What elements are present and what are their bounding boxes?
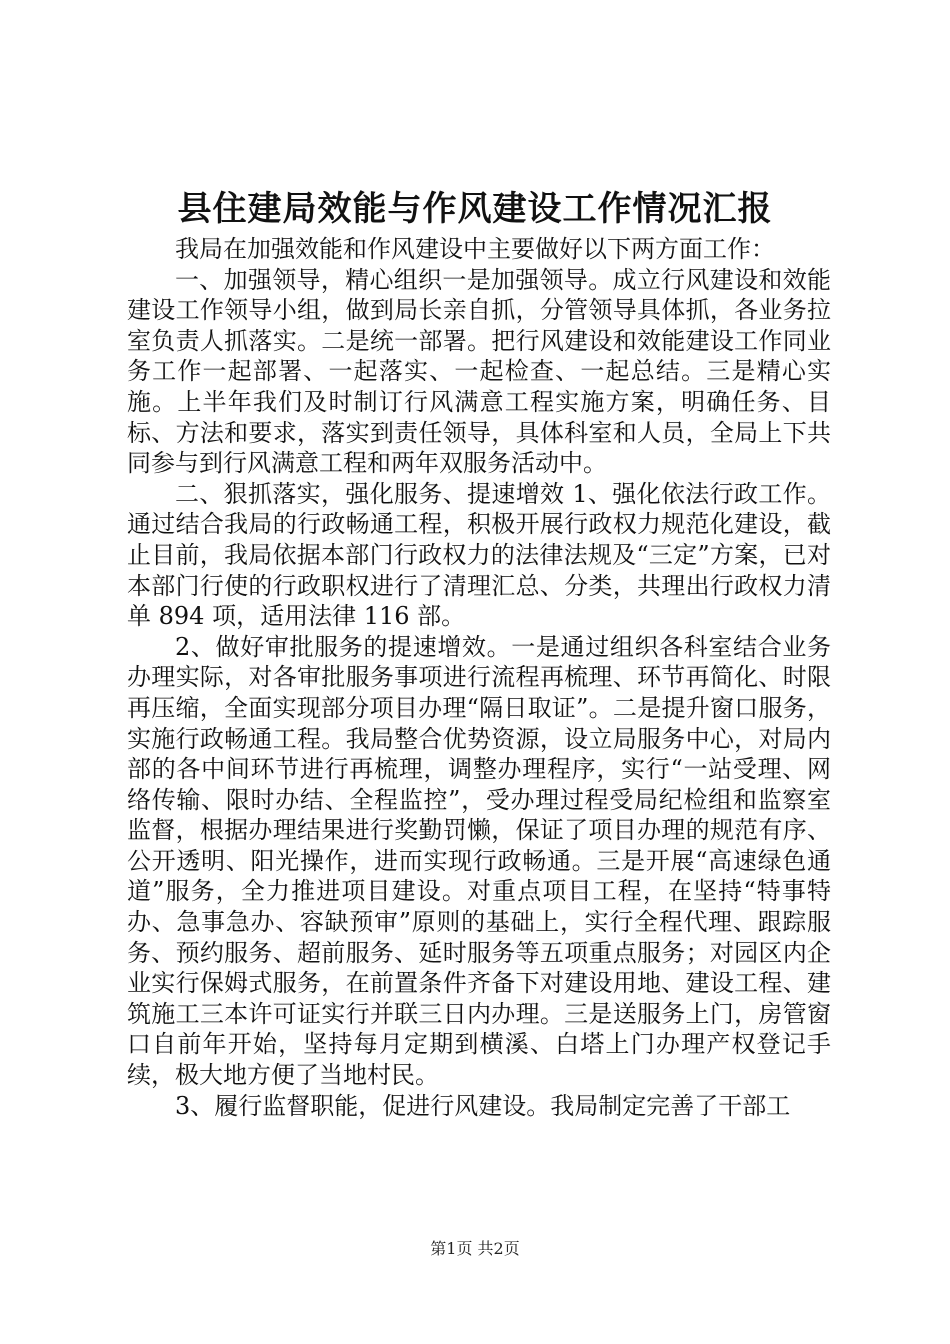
paragraph-intro: 我局在加强效能和作风建设中主要做好以下两方面工作： bbox=[175, 235, 775, 263]
page-number-footer: 第1页 共2页 bbox=[430, 1239, 520, 1258]
paragraph-approval-service: 2、做好审批服务的提速增效。一是通过组织各科室结合业务办理实际，对各审批服务事项进行流程再梳理、环节再简化、时限再压缩，全面实现部分项目办理“隔日取证”。二是提升窗口服务，实施行政畅通工程。我局整合优势资源，设立局服务中心，对局内部的各中间环节进行再梳理，调整办理程序，实行“一站受理、网络传输、限时办结、全程监控”，受办理过程受局纪检组和监察室监督，根据办理结果进行奖勤罚懒，保证了项目办理的规范有序、公开透明、阳光操作，进而实现行政畅通。三是开展“高速绿色通道”服务，全力推进项目建设。对重点项目工程，在坚持“特事特办、急事急办、容缺预审”原则的基础上，实行全程代理、跟踪服务、预约服务、超前服务、延时服务等五项重点服务；对园区内企业实行保姆式服务，在前置条件齐备下对建设用地、建设工程、建筑施工三本许可证实行并联三日内办理。三是送服务上门，房管窗口自前年开始，坚持每月定期到横溪、白塔上门办理产权登记手续，极大地方便了当地村民。 bbox=[127, 632, 831, 1090]
paragraph-section-one: 一、加强领导，精心组织一是加强领导。成立行风建设和效能建设工作领导小组，做到局长亲自抓，分管领导具体抓，各业务拉室负责人抓落实。二是统一部署。把行风建设和效能建设工作同业务工作一起部署、一起落实、一起检查、一起总结。三是精心实施。上半年我们及时制订行风满意工程实施方案，明确任务、目标、方法和要求，落实到责任领导，具体科室和人员，全局上下共同参与到行风满意工程和两年双服务活动中。 bbox=[127, 265, 831, 478]
document-title: 县住建局效能与作风建设工作情况汇报 bbox=[177, 189, 773, 229]
document-body bbox=[127, 234, 831, 1121]
paragraph-section-two: 二、狠抓落实，强化服务、提速增效 1、强化依法行政工作。通过结合我局的行政畅通工程，积极开展行政权力规范化建设，截止目前，我局依据本部门行政权力的法律法规及“三定”方案，已对本部门行使的行政职权进行了清理汇总、分类，共理出行政权力清单 894 项，适用法律 116 部。 bbox=[127, 479, 831, 631]
paragraph-supervision: 3、履行监督职能，促进行风建设。我局制定完善了干部工 bbox=[175, 1091, 791, 1120]
